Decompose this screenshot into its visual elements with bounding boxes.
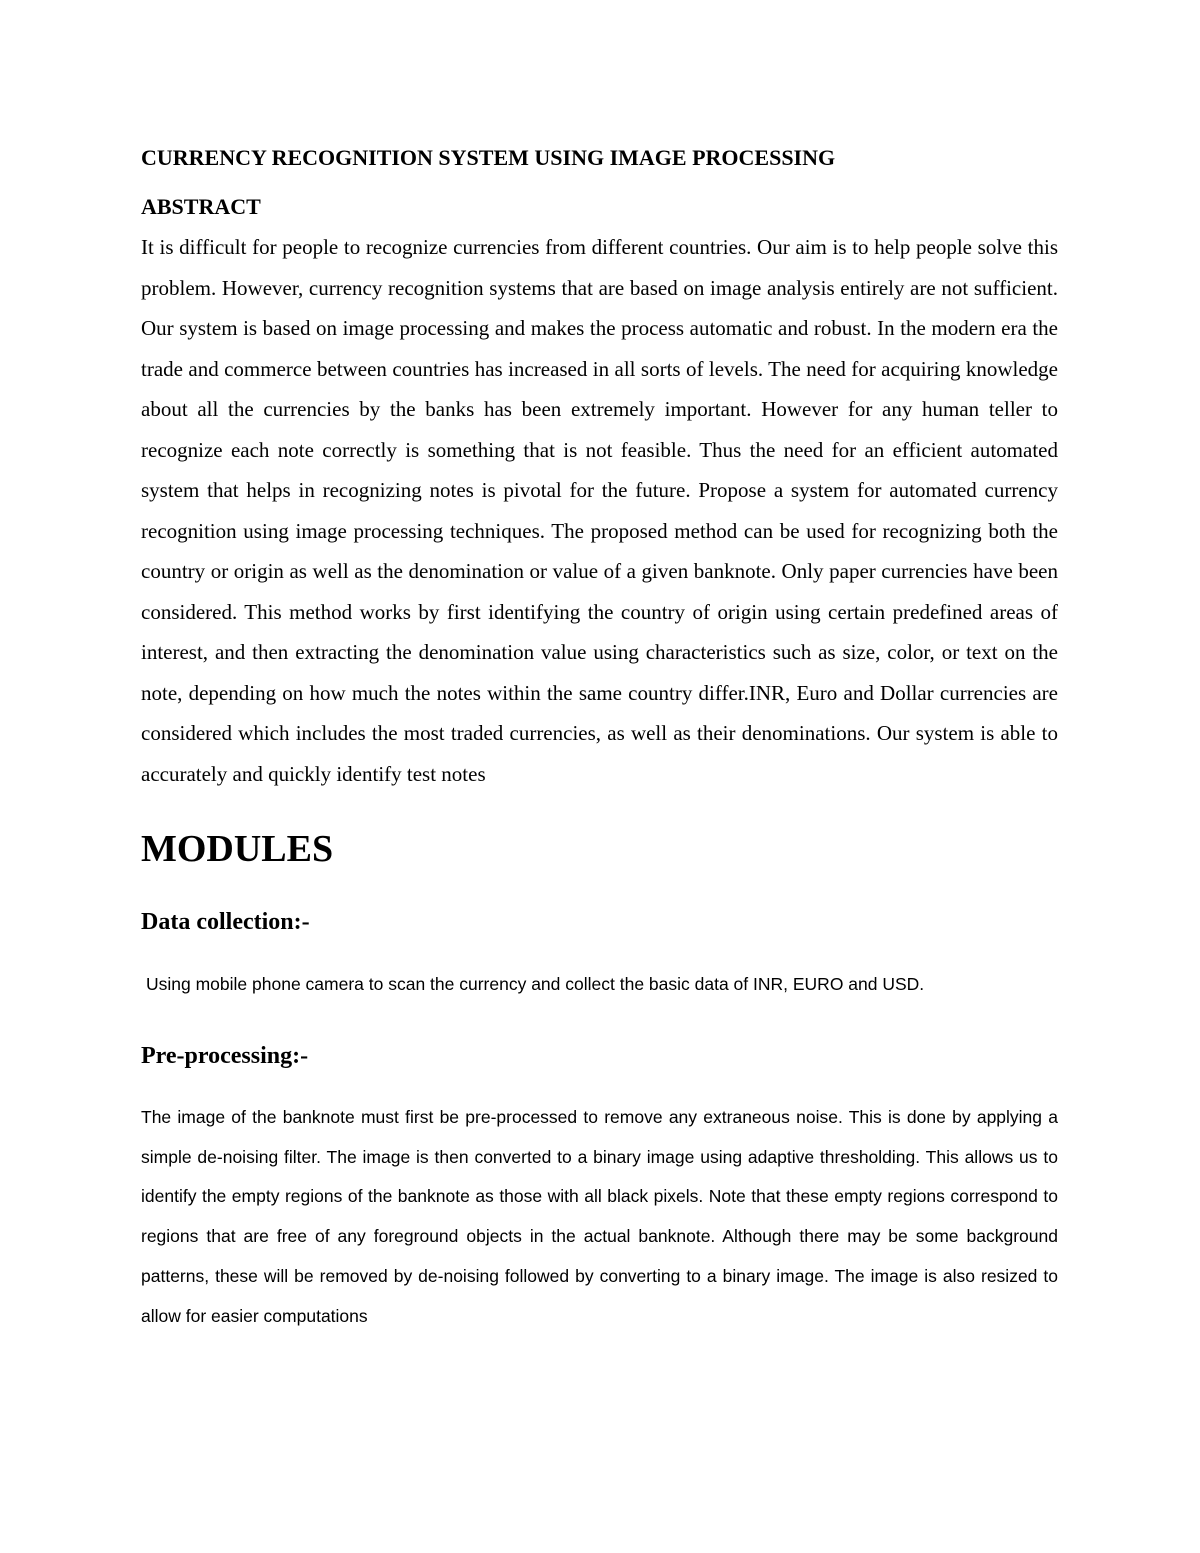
pre-processing-paragraph: The image of the banknote must first be pre-processed to remove any extraneous noise. This is done by applying a simple de-noising filter. The image is then converted to a binary image using adaptive thresholding. This allows us to identify the empty regions of the banknote as those with all black pixels. Note that these empty regions correspond to regions that are free of any foreground objects in the actual banknote. Although there may be some background patterns, these will be removed by de-noising followed by converting to a binary image. The image is also resized to allow for easier computations [141,1107,1058,1326]
pre-processing-heading: Pre-processing:- [141,1043,309,1069]
modules-heading: MODULES [141,828,334,870]
data-collection-heading: Data collection:- [141,909,310,935]
data-collection-paragraph: Using mobile phone camera to scan the currency and collect the basic data of INR, EURO and USD. [146,974,925,994]
abstract-heading: ABSTRACT [141,194,261,219]
document-title: CURRENCY RECOGNITION SYSTEM USING IMAGE PROCESSING [141,145,836,170]
abstract-paragraph: It is difficult for people to recognize currencies from different countries. Our aim is to help people solve this problem. However, currency recognition systems that are based on image analysis entirely are not sufficient. Our system is based on image processing and makes the process automatic and robust. In the modern era the trade and commerce between countries has increased in all sorts of levels. The need for acquiring knowledge about all the currencies by the banks has been extremely important. However for any human teller to recognize each note correctly is something that is not feasible. Thus the need for an efficient automated system that helps in recognizing notes is pivotal for the future. Propose a system for automated currency recognition using image processing techniques. The proposed method can be used for recognizing both the country or origin as well as the denomination or value of a given banknote. Only paper currencies have been considered. This method works by first identifying the country of origin using certain predefined areas of interest, and then extracting the denomination value using characteristics such as size, color, or text on the note, depending on how much the notes within the same country differ.INR, Euro and Dollar currencies are considered which includes the most traded currencies, as well as their denominations. Our system is able to accurately and quickly identify test notes [141,235,1058,786]
document-content [141,138,1058,1336]
